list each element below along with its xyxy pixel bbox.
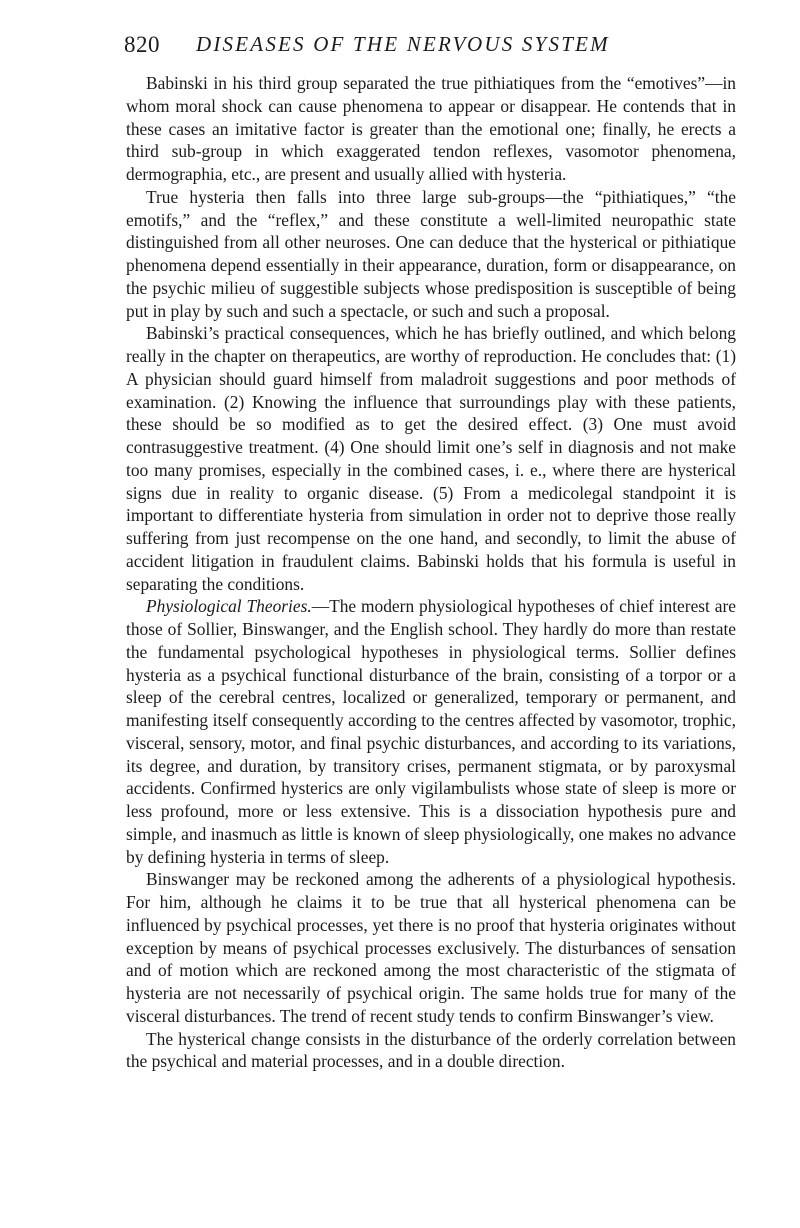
paragraph: [126, 72, 736, 186]
page-header: [124, 32, 744, 62]
paragraph: [126, 186, 736, 323]
paragraph-text: —The modern physiological hypotheses of chief interest are those of Sollier, Binswanger, and the English school. They hardly do more than restate the fundamental psychological hypotheses in physiological terms. Sollier defines hysteria as a psychical functional disturbance of the brain, consisting of a torpor or a sleep of the cerebral centres, localized or generalized, temporary or permanent, and manifesting itself consequently according to the centres affected by vasomotor, trophic, visceral, sensory, motor, and final psychic disturbances, and according to its variations, its degree, and duration, by transitory crises, permanent stigmata, or by paroxysmal accidents. Confirmed hysterics are only vigilambulists whose state of sleep is more or less profound, more or less extensive. This is a dissociation hypothesis pure and simple, and inasmuch as little is known of sleep physiologically, one makes no advance by defining hysteria in terms of sleep.: [126, 596, 736, 867]
paragraph-text: Babinski in his third group separated the true pithiatiques from the “emotives”—in whom moral shock can cause phenomena to appear or disappear. He contends that in these cases an imitative factor is greater than the emotional one; finally, he erects a third sub-group in which exaggerated tendon reflexes, vasomotor phenomena, dermographia, etc., are present and usually allied with hysteria.: [126, 73, 736, 184]
page-number: 820: [124, 32, 160, 57]
paragraph-text: Binswanger may be reckoned among the adherents of a physiological hypothesis. For him, although he claims it to be true that all hysterical phenomena can be influenced by psychical processes, yet there is no proof that hysteria originates without exception by means of psychical processes exclusively. The disturbances of sensation and of motion which are reckoned among the most characteristic of the stigmata of hysteria are not necessarily of psychical origin. The same holds true for many of the visceral disturbances. The trend of recent study tends to confirm Binswanger’s view.: [126, 869, 736, 1026]
paragraph-text: The hysterical change consists in the disturbance of the orderly correlation between the psychical and material processes, and in a double direction.: [126, 1028, 736, 1072]
paragraph: [126, 595, 736, 868]
paragraph-text: True hysteria then falls into three large sub-groups—the “pithiatiques,” “the emotifs,” and the “reflex,” and these constitute a well-limited neuropathic state distinguished from all other neuroses. One can deduce that the hysterical or pithiatique phenomena depend essentially in their appearance, duration, form or disappearance, on the psychic milieu of suggestible subjects whose predisposition is susceptible of being put in play by such and such a spectacle, or such and such a proposal.: [126, 186, 736, 321]
paragraph: [126, 868, 736, 1027]
running-head: DISEASES OF THE NERVOUS SYSTEM: [196, 32, 610, 56]
paragraph-text: Babinski’s practical consequences, which he has briefly outlined, and which belong really in the chapter on therapeutics, are worthy of reproduction. He concludes that: (1) A physician should guard himself from maladroit suggestions and poor methods of examination. (2) Knowing the influence that surroundings play with these patients, these should be so modified as to get the desired effect. (3) One must avoid contrasuggestive treatment. (4) One should limit one’s self in diagnosis and not make too many promises, especially in the combined cases, i. e., where there are hysterical signs due in reality to organic disease. (5) From a medicolegal standpoint it is important to differentiate hysteria from simulation in order not to deprive those really suffering from just recompense on the one hand, and secondly, to limit the abuse of accident litigation in fraudulent claims. Babinski holds that his formula is useful in separating the conditions.: [126, 323, 736, 594]
paragraph: [126, 322, 736, 595]
section-subheading: Physiological Theories.: [146, 596, 312, 617]
body-text: [126, 72, 736, 1073]
paragraph: [126, 1028, 736, 1074]
